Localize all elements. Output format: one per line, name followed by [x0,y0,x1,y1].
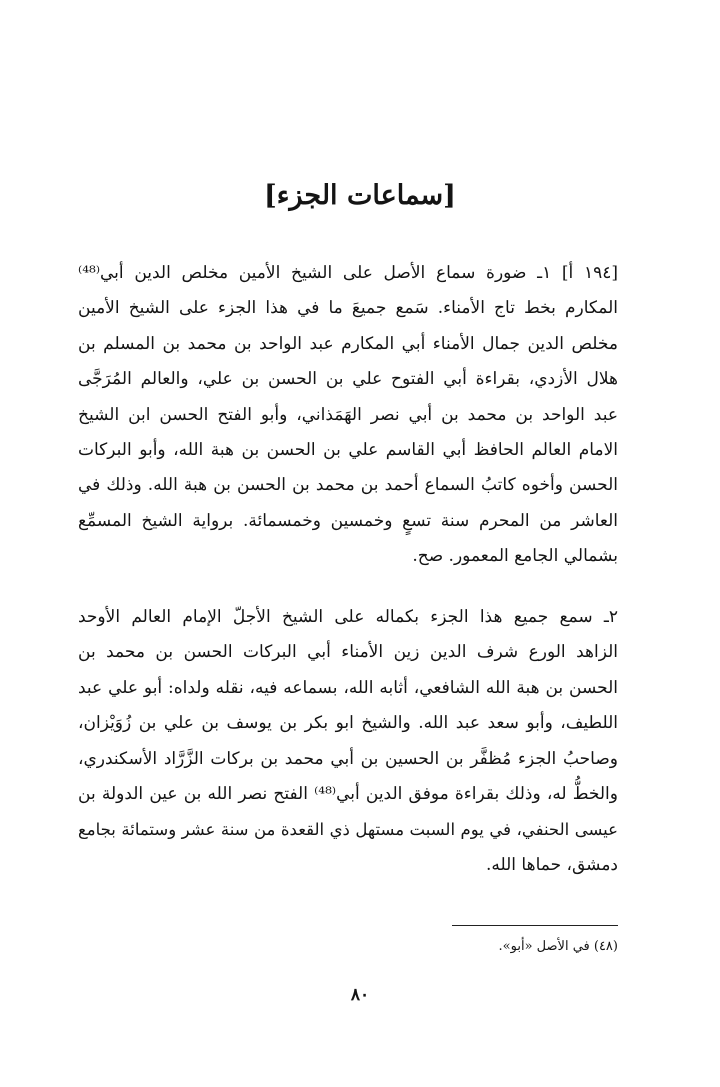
text-line: الحسن بن هبة الله الشافعي، أثابه الله، بسماعه فيه، نقله ولداه: أبو علي عبد [78,677,618,698]
paragraph-second-audition [78,600,618,883]
text-line: عبد الواحد بن محمد بن أبي نصر الهَمَذاني، وأبو الفتح الحسن ابن الشيخ [78,404,618,425]
text-line: والخطُّ له، وذلك بقراءة موفق الدين أبي⁽⁴⁸⁾ الفتح نصر الله بن عين الدولة بن [78,784,618,805]
text-line: بشمالي الجامع المعمور. صح. [412,546,618,567]
text-line: الامام العالم الحافظ أبي القاسم علي بن الحسن بن هبة الله، وأبو البركات [78,440,618,461]
text-line: ٢ـ سمع جميع هذا الجزء بكماله على الشيخ الأجلّ الإمام العالم الأوحد [78,607,618,627]
section-heading: [سماعات الجزء] [264,180,456,211]
footnote-divider [452,925,618,926]
text-line: العاشر من المحرم سنة تسعٍ وخمسين وخمسمائة. برواية الشيخ المسمِّع [78,510,618,531]
paragraph-first-audition [78,256,618,575]
text-line: المكارم بخط تاج الأمناء. سَمع جميعَ ما في هذا الجزء على الشيخ الأمين [78,298,618,319]
text-line: دمشق، حماها الله. [485,854,618,875]
text-line: مخلص الدين جمال الأمناء أبي المكارم عبد الواحد بن محمد بن المسلم بن [78,333,618,354]
text-line: هلال الأزدي، بقراءة أبي الفتوح علي بن الحسن بن علي، والعالم المُرَجَّى [78,369,618,390]
footnote: (٤٨) في الأصل «أبو». [498,939,618,954]
text-line: الحسن وأخوه كاتبُ السماع أحمد بن محمد بن الحسن بن هبة الله. وذلك في [78,475,618,496]
text-line: اللطيف، وأبو سعد عبد الله. والشيخ ابو بكر بن يوسف بن علي بن زُوَيْزان، [78,713,618,734]
text-line: [١٩٤ أ] ١ـ ضورة سماع الأصل على الشيخ الأمين مخلص الدين أبي⁽⁴⁸⁾ [78,263,618,283]
text-line: وصاحبُ الجزء مُظفَّر بن الحسين بن أبي محمد بن بركات الزَّرَّاد الأسكندري، [78,748,618,769]
text-line: الزاهد الورع شرف الدين زين الأمناء أبي البركات الحسن بن محمد بن [78,642,618,663]
page-number: ٨٠ [350,985,370,1005]
text-line: عيسى الحنفي، في يوم السبت مستهل ذي القعدة من سنة عشر وستمائة بجامع [78,820,618,840]
